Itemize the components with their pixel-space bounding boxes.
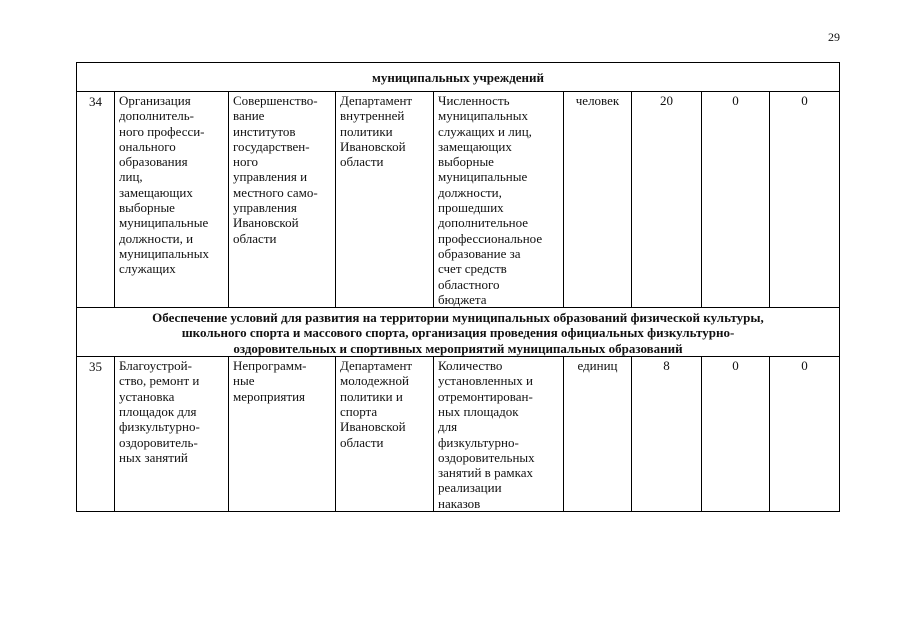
section-title: муниципальных учреждений [77,63,840,92]
program-cell: Непрограмм- ные мероприятия [229,357,336,512]
value-cell: 0 [702,92,770,308]
unit-cell: единиц [564,357,632,512]
executor-cell: Департамент молодежной политики и спорта Ивановской области [336,357,434,512]
table-row [77,357,840,512]
row-number: 34 [77,92,115,308]
value-cell: 20 [632,92,702,308]
measures-table [76,62,840,512]
table-row [77,92,840,308]
value-cell: 0 [770,92,840,308]
event-cell: Организация дополнитель- ного професси- онального образования лиц, замещающих выборные муниципальные должности, и муниципальных служащих [115,92,229,308]
event-cell: Благоустрой- ство, ремонт и установка площадок для физкультурно- оздоровитель- ных занятий [115,357,229,512]
value-cell: 0 [702,357,770,512]
section-title: Обеспечение условий для развития на территории муниципальных образований физической культуры, школьного спорта и массового спорта, организация проведения официальных физкультурно- оздоровительных и спортивных мероприятий муниципальных образований [77,308,840,357]
value-cell: 8 [632,357,702,512]
value-cell: 0 [770,357,840,512]
program-cell: Совершенство- вание институтов государствен- ного управления и местного само- управления Ивановской области [229,92,336,308]
indicator-cell: Количество установленных и отремонтирован- ных площадок для физкультурно- оздоровительных занятий в рамках реализации наказов [434,357,564,512]
indicator-cell: Численность муниципальных служащих и лиц, замещающих выборные муниципальные должности, прошедших дополнительное профессиональное образование за счет средств областного бюджета [434,92,564,308]
section-header-sport-conditions [77,308,840,357]
executor-cell: Департамент внутренней политики Ивановской области [336,92,434,308]
row-number: 35 [77,357,115,512]
page-number: 29 [828,30,840,44]
unit-cell: человек [564,92,632,308]
section-header-municipal-institutions [77,63,840,92]
